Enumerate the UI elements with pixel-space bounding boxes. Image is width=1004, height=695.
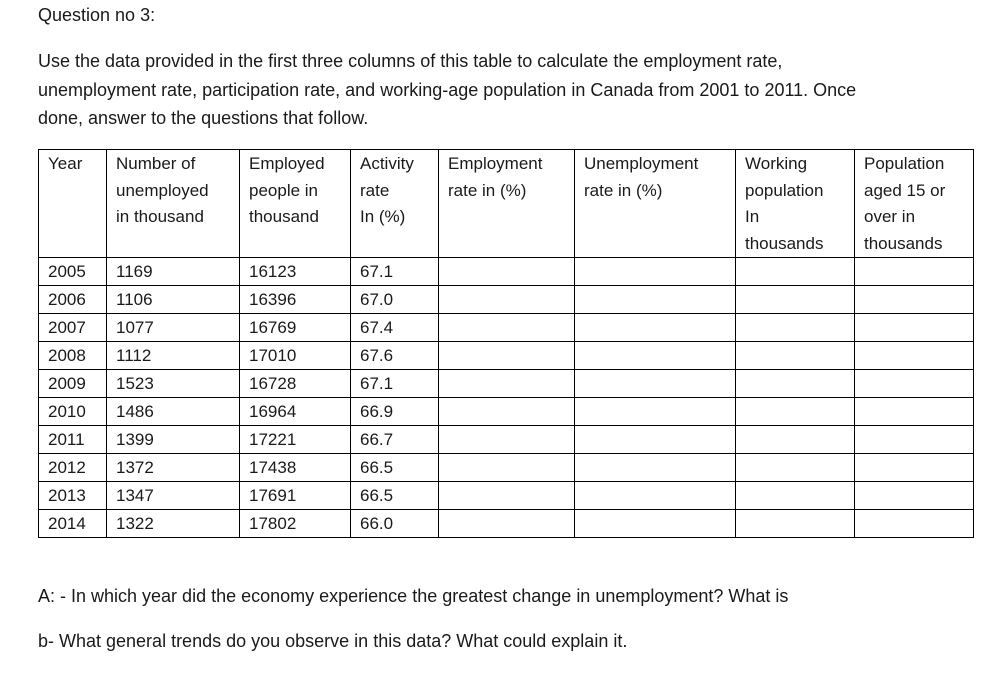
- header-employed: [240, 150, 351, 258]
- intro-line: Use the data provided in the first three columns of this table to calculate the employment rate,: [38, 51, 783, 71]
- cell-unemployed: 1322: [107, 510, 240, 538]
- cell-year: 2007: [39, 314, 107, 342]
- cell-population-15-over: [855, 482, 974, 510]
- intro-line: done, answer to the questions that follow.: [38, 108, 369, 128]
- table-row: [39, 286, 974, 314]
- cell-year: 2009: [39, 370, 107, 398]
- cell-year: 2005: [39, 258, 107, 286]
- table-row: [39, 482, 974, 510]
- cell-year: 2012: [39, 454, 107, 482]
- question-a: A: - In which year did the economy experience the greatest change in unemployment? What is: [38, 586, 789, 606]
- table-row: [39, 510, 974, 538]
- cell-population-15-over: [855, 342, 974, 370]
- header-line: people in: [249, 180, 319, 200]
- header-line: rate in (%): [448, 180, 527, 200]
- cell-population-15-over: [855, 314, 974, 342]
- header-line: Unemployment: [584, 154, 699, 173]
- header-unemployment-rate: [575, 150, 736, 258]
- header-line: aged 15 or: [864, 180, 946, 200]
- cell-unemployed: 1106: [107, 286, 240, 314]
- cell-population-15-over: [855, 426, 974, 454]
- table-row: [39, 314, 974, 342]
- header-activity-rate: [351, 150, 439, 258]
- cell-unemployment-rate: [575, 426, 736, 454]
- cell-activity-rate: 67.4: [351, 314, 439, 342]
- cell-year: 2013: [39, 482, 107, 510]
- header-line: population: [745, 180, 824, 200]
- cell-working-population: [736, 510, 855, 538]
- header-line: In (%): [360, 207, 406, 226]
- intro-paragraph: [38, 47, 978, 133]
- header-line: Population: [864, 154, 945, 173]
- cell-unemployed: 1347: [107, 482, 240, 510]
- table-row: [39, 370, 974, 398]
- cell-employed: 17221: [240, 426, 351, 454]
- cell-population-15-over: [855, 258, 974, 286]
- cell-unemployed: 1486: [107, 398, 240, 426]
- header-line: Activity: [360, 154, 414, 173]
- header-employment-rate: [439, 150, 575, 258]
- cell-activity-rate: 67.1: [351, 258, 439, 286]
- cell-unemployed: 1372: [107, 454, 240, 482]
- header-line: unemployed: [116, 180, 209, 200]
- question-b: b- What general trends do you observe in this data? What could explain it.: [38, 631, 628, 651]
- cell-employment-rate: [439, 286, 575, 314]
- cell-working-population: [736, 398, 855, 426]
- cell-activity-rate: 67.6: [351, 342, 439, 370]
- cell-activity-rate: 67.1: [351, 370, 439, 398]
- header-year: [39, 150, 107, 258]
- cell-activity-rate: 67.0: [351, 286, 439, 314]
- cell-unemployed: 1077: [107, 314, 240, 342]
- cell-activity-rate: 66.5: [351, 482, 439, 510]
- cell-employed: 16396: [240, 286, 351, 314]
- cell-unemployment-rate: [575, 314, 736, 342]
- cell-unemployment-rate: [575, 342, 736, 370]
- cell-unemployment-rate: [575, 454, 736, 482]
- header-population-15-over: [855, 150, 974, 258]
- cell-employment-rate: [439, 370, 575, 398]
- header-line: Year: [48, 154, 83, 173]
- cell-employment-rate: [439, 314, 575, 342]
- cell-working-population: [736, 286, 855, 314]
- cell-working-population: [736, 370, 855, 398]
- cell-working-population: [736, 454, 855, 482]
- table-row: [39, 342, 974, 370]
- cell-employment-rate: [439, 258, 575, 286]
- cell-year: 2014: [39, 510, 107, 538]
- cell-population-15-over: [855, 370, 974, 398]
- header-line: Employment: [448, 154, 543, 173]
- cell-population-15-over: [855, 510, 974, 538]
- cell-employed: 16769: [240, 314, 351, 342]
- cell-unemployed: 1399: [107, 426, 240, 454]
- table-row: [39, 454, 974, 482]
- header-line: rate: [360, 180, 390, 200]
- cell-population-15-over: [855, 454, 974, 482]
- header-line: thousands: [864, 233, 943, 253]
- cell-unemployed: 1523: [107, 370, 240, 398]
- intro-line: unemployment rate, participation rate, and working-age population in Canada from 2001 to 2011. Once: [38, 79, 857, 100]
- cell-population-15-over: [855, 286, 974, 314]
- header-line: thousand: [249, 207, 319, 226]
- cell-employed: 17010: [240, 342, 351, 370]
- header-line: Working: [745, 154, 808, 173]
- cell-unemployment-rate: [575, 286, 736, 314]
- cell-employed: 16728: [240, 370, 351, 398]
- cell-employed: 17691: [240, 482, 351, 510]
- table-row: [39, 398, 974, 426]
- cell-year: 2008: [39, 342, 107, 370]
- cell-activity-rate: 66.5: [351, 454, 439, 482]
- cell-employment-rate: [439, 342, 575, 370]
- cell-working-population: [736, 258, 855, 286]
- cell-population-15-over: [855, 398, 974, 426]
- cell-employment-rate: [439, 454, 575, 482]
- table-header-row: [39, 150, 974, 258]
- cell-unemployment-rate: [575, 398, 736, 426]
- cell-working-population: [736, 482, 855, 510]
- header-line: rate in (%): [584, 180, 663, 200]
- cell-activity-rate: 66.9: [351, 398, 439, 426]
- cell-year: 2010: [39, 398, 107, 426]
- header-line: in thousand: [116, 207, 204, 226]
- cell-unemployment-rate: [575, 510, 736, 538]
- cell-unemployed: 1112: [107, 342, 240, 370]
- cell-year: 2006: [39, 286, 107, 314]
- header-line: Employed: [249, 154, 325, 173]
- data-table: [38, 149, 974, 538]
- header-line: thousands: [745, 233, 824, 253]
- cell-employed: 17802: [240, 510, 351, 538]
- table-row: [39, 426, 974, 454]
- cell-employment-rate: [439, 426, 575, 454]
- cell-employment-rate: [439, 482, 575, 510]
- cell-working-population: [736, 314, 855, 342]
- cell-employed: 17438: [240, 454, 351, 482]
- header-line: In: [745, 207, 760, 226]
- cell-employed: 16123: [240, 258, 351, 286]
- cell-unemployment-rate: [575, 482, 736, 510]
- cell-employed: 16964: [240, 398, 351, 426]
- cell-unemployment-rate: [575, 370, 736, 398]
- cell-activity-rate: 66.0: [351, 510, 439, 538]
- cell-year: 2011: [39, 426, 107, 454]
- cell-employment-rate: [439, 510, 575, 538]
- table-row: [39, 258, 974, 286]
- header-working-population: [736, 150, 855, 258]
- cell-working-population: [736, 342, 855, 370]
- cell-working-population: [736, 426, 855, 454]
- cell-unemployed: 1169: [107, 258, 240, 286]
- header-unemployed: [107, 150, 240, 258]
- header-line: Number of: [116, 154, 196, 173]
- cell-unemployment-rate: [575, 258, 736, 286]
- cell-activity-rate: 66.7: [351, 426, 439, 454]
- question-title: Question no 3:: [38, 5, 156, 25]
- header-line: over in: [864, 207, 916, 226]
- cell-employment-rate: [439, 398, 575, 426]
